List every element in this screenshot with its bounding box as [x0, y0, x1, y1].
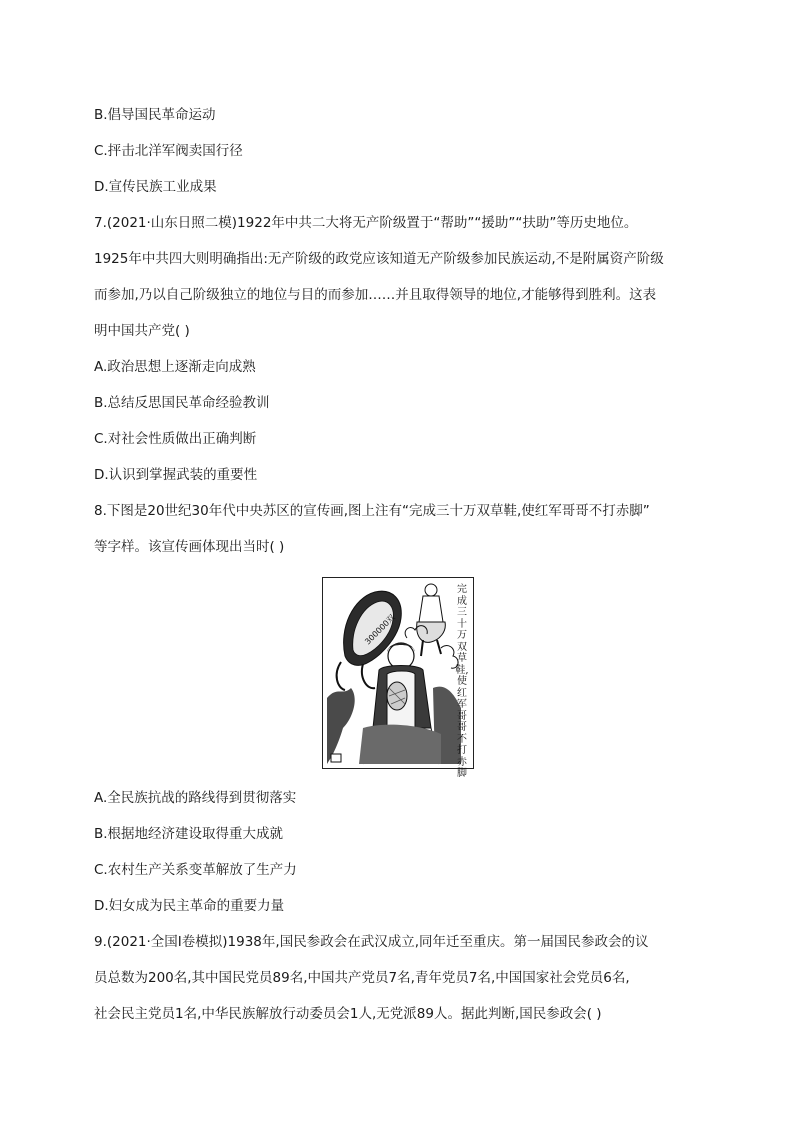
shoe-label: 300000双 [363, 612, 397, 647]
q8-option-d: D.妇女成为民主革命的重要力量 [94, 898, 285, 914]
q7-option-d: D.认识到掌握武装的重要性 [94, 467, 258, 483]
question-7-line-3: 而参加,乃以自己阶级独立的地位与目的而参加……并且取得领导的地位,才能够得到胜利。这表 [94, 287, 657, 303]
option-7b-prev: B.倡导国民革命运动 [94, 107, 216, 123]
q7-option-a: A.政治思想上逐渐走向成熟 [94, 359, 256, 375]
q7-option-c: C.对社会性质做出正确判断 [94, 431, 257, 447]
poster-vertical-caption: 完成三十万双草鞋,使红军哥哥不打赤脚 [455, 584, 469, 779]
question-9-line-2: 员总数为200名,其中国民党员89名,中国共产党员7名,青年党员7名,中国国家社会党员6名, [94, 970, 630, 986]
question-7-line-2: 1925年中共四大则明确指出:无产阶级的政党应该知道无产阶级参加民族运动,不是附属资产阶级 [94, 251, 664, 267]
q7-option-b: B.总结反思国民革命经验教训 [94, 395, 270, 411]
question-9-line-3: 社会民主党员1名,中华民族解放行动委员会1人,无党派89人。据此判断,国民参政会( ) [94, 1006, 602, 1022]
q8-option-a: A.全民族抗战的路线得到贯彻落实 [94, 790, 297, 806]
option-c-prev: C.抨击北洋军阀卖国行径 [94, 143, 243, 159]
question-8-line-2: 等字样。该宣传画体现出当时( ) [94, 539, 285, 555]
question-7-line-1: 7.(2021·山东日照二模)1922年中共二大将无产阶级置于“帮助”“援助”“扶助”等历史地位。 [94, 215, 638, 231]
q8-option-c: C.农村生产关系变革解放了生产力 [94, 862, 297, 878]
q8-option-b: B.根据地经济建设取得重大成就 [94, 826, 284, 842]
question-9-line-1: 9.(2021·全国Ⅰ卷模拟)1938年,国民参政会在武汉成立,同年迁至重庆。第一届国民参政会的议 [94, 934, 649, 950]
poster-illustration [323, 578, 473, 768]
question-8-line-1: 8.下图是20世纪30年代中央苏区的宣传画,图上注有“完成三十万双草鞋,使红军哥哥不打赤脚” [94, 503, 650, 519]
question-7-line-4: 明中国共产党( ) [94, 323, 190, 339]
propaganda-poster-image [322, 577, 474, 779]
option-d-prev: D.宣传民族工业成果 [94, 179, 217, 195]
